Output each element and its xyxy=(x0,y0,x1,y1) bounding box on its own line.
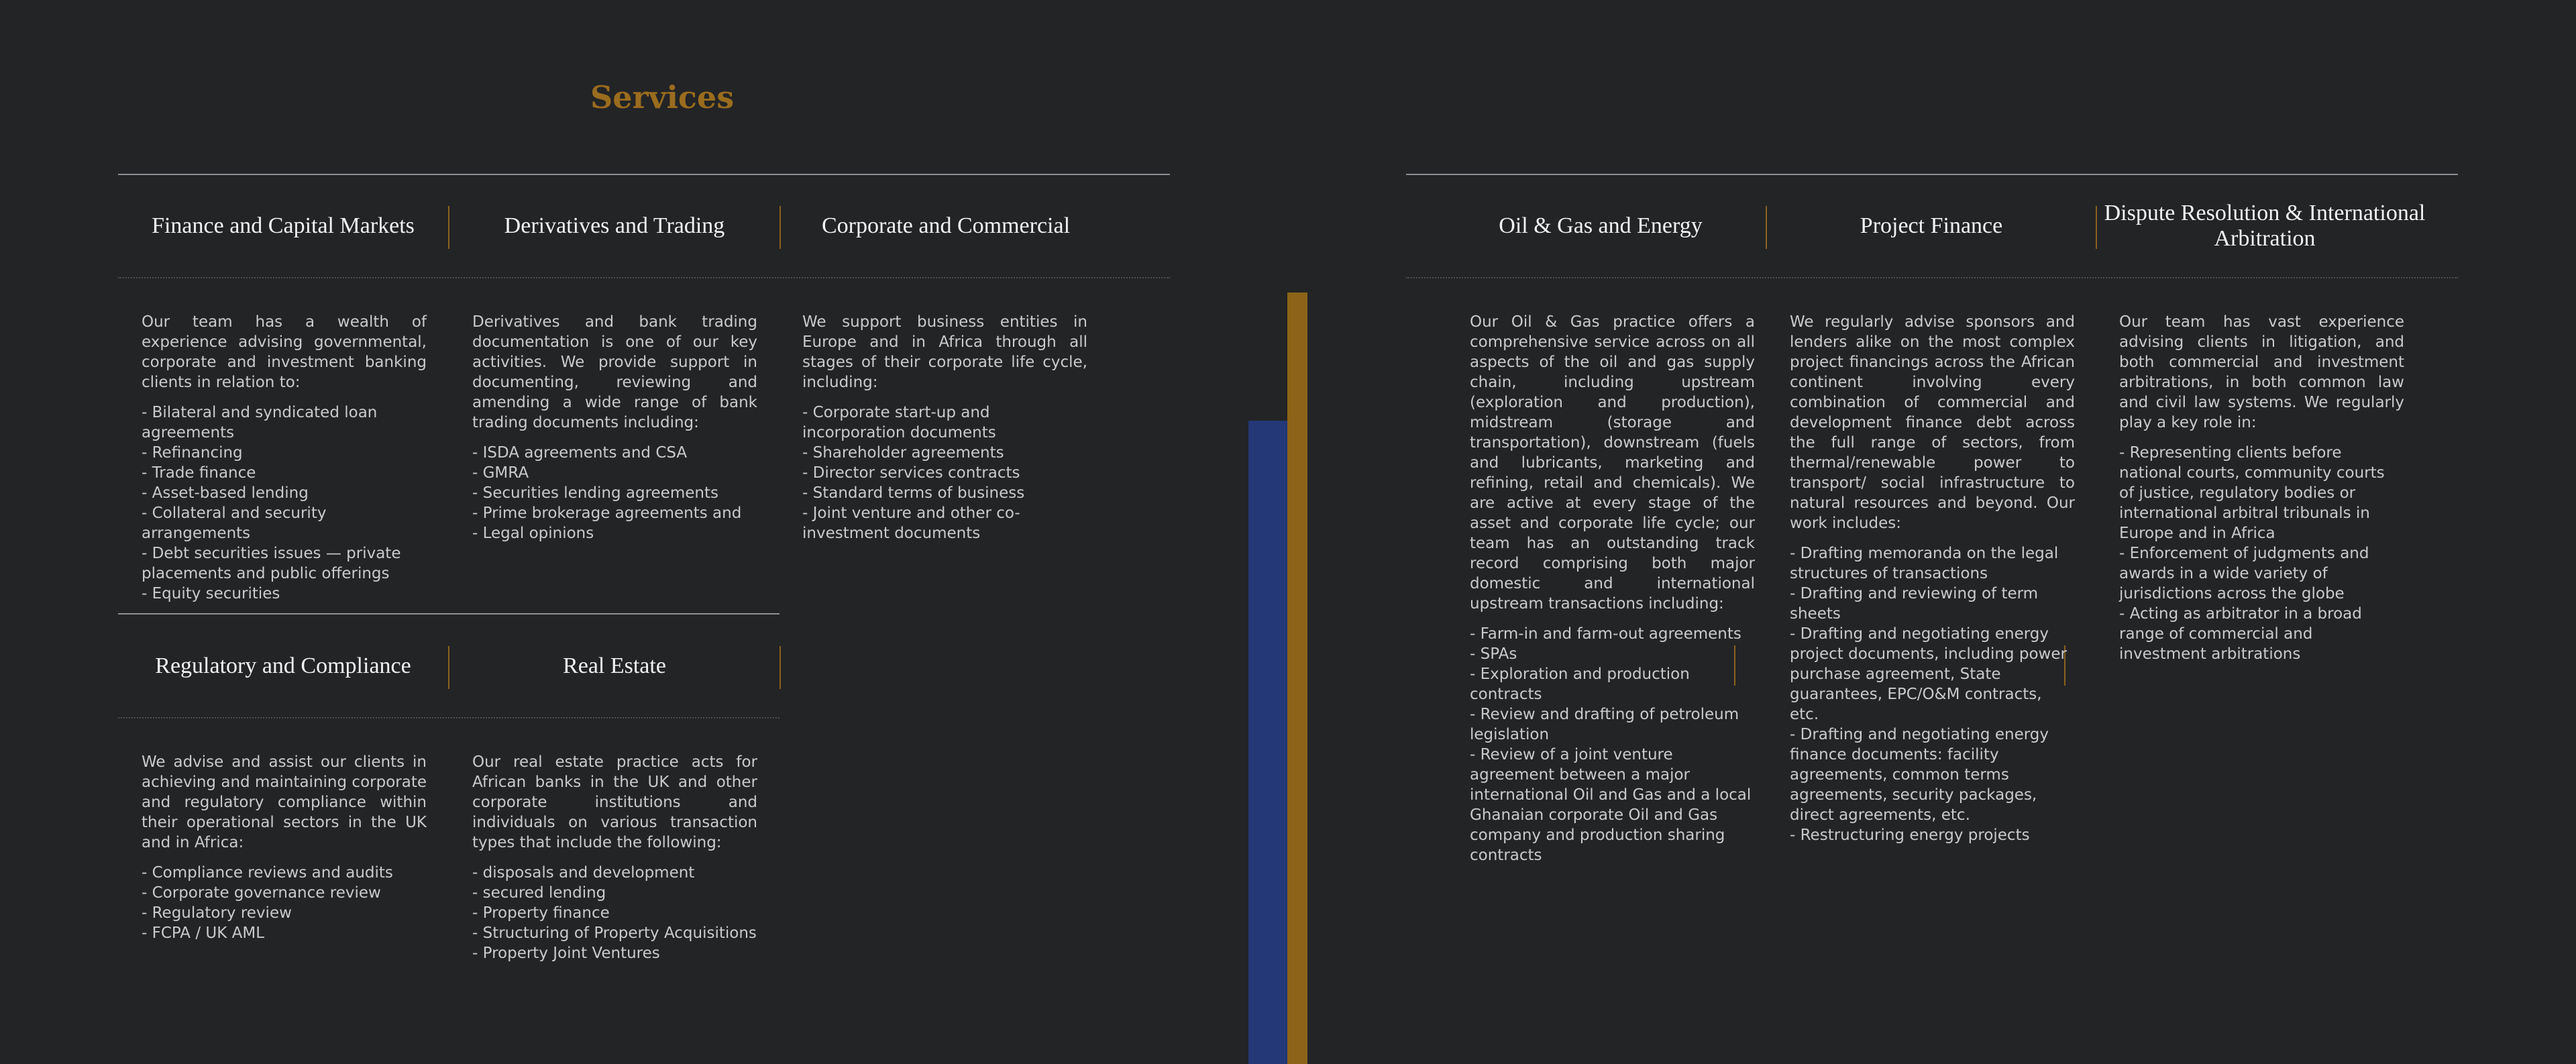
dotted-rule-left-lower xyxy=(118,717,780,719)
list-item: - Legal opinions xyxy=(472,525,594,542)
list-item: - Refinancing xyxy=(142,444,243,462)
heading-derivatives-trading: Derivatives and Trading xyxy=(504,213,725,238)
top-rule-right xyxy=(1406,174,2458,175)
service-list xyxy=(1790,543,2075,845)
section-intro: Our Oil & Gas practice offers a comprehensive service across on all aspects of the oil and gas supply chain, including upstream (exploration and production), midstream (storage and transportation), downstream (fuels and lubricants, marketing and refining, retail and chemicals). We are active at every stage of the asset and corporate life cycle; our team has an outstanding track record comprising both major domestic and international upstream transactions including: xyxy=(1470,313,1755,613)
middle-rule-left xyxy=(118,613,780,615)
section-oil-gas-energy xyxy=(1470,312,1755,865)
list-item: - Debt securities issues — private placements and public offerings xyxy=(142,545,401,582)
list-item: - Bilateral and syndicated loan agreements xyxy=(142,404,378,441)
top-rule-left xyxy=(118,174,1170,175)
decorative-blue-bar xyxy=(1248,421,1287,1064)
heading-finance-capital-markets: Finance and Capital Markets xyxy=(152,213,415,238)
list-item: - Corporate start-up and incorporation documents xyxy=(802,404,996,441)
section-intro: Derivatives and bank trading documentation is one of our key activities. We provide support in documenting, reviewing and amending a wide range of bank trading documents including: xyxy=(472,313,757,431)
section-intro: We regularly advise sponsors and lenders alike on the most complex project financings across the African continent involving every combination of commercial and development finance debt across the full range of sectors, from thermal/renewable power to transport/ social infrastructure to natural resources and beyond. Our work includes: xyxy=(1790,313,2075,532)
list-item: - Asset-based lending xyxy=(142,484,309,502)
service-list xyxy=(802,403,1087,543)
section-dispute-resolution xyxy=(2119,312,2404,664)
list-item: - Farm-in and farm-out agreements xyxy=(1470,625,1741,643)
list-item: - Collateral and security arrangements xyxy=(142,504,327,542)
heading-real-estate: Real Estate xyxy=(563,653,666,678)
service-list xyxy=(472,863,757,963)
section-intro: We advise and assist our clients in achieving and maintaining corporate and regulatory compliance within their operational sectors in the UK and in Africa: xyxy=(142,753,427,851)
list-item: - Exploration and production contracts xyxy=(1470,666,1690,703)
list-item: - Prime brokerage agreements and xyxy=(472,504,742,522)
service-list xyxy=(1470,624,1755,865)
list-item: - Structuring of Property Acquisitions xyxy=(472,924,757,942)
list-item: - Representing clients before national courts, community courts of justice, regulatory bodies or international arbitral tribunals in Europe and in Africa xyxy=(2119,444,2385,542)
heading-dispute-resolution: Dispute Resolution & International Arbitration xyxy=(2104,201,2426,251)
column-separator xyxy=(780,646,781,689)
heading-regulatory-compliance: Regulatory and Compliance xyxy=(155,653,411,678)
list-item: - Drafting and negotiating energy finance documents: facility agreements, common terms agreements, security packages, direct agreements, etc. xyxy=(1790,726,2049,824)
section-intro: Our team has a wealth of experience advising governmental, corporate and investment banking clients in relation to: xyxy=(142,313,427,391)
list-item: - Shareholder agreements xyxy=(802,444,1004,462)
list-item: - secured lending xyxy=(472,884,606,902)
heading-project-finance: Project Finance xyxy=(1860,213,2003,238)
section-finance-capital-markets xyxy=(142,312,427,604)
list-item: - Property Joint Ventures xyxy=(472,945,660,962)
list-item: - SPAs xyxy=(1470,645,1517,663)
section-intro: We support business entities in Europe and in Africa through all stages of their corporate life cycle, including: xyxy=(802,313,1087,391)
heading-corporate-commercial: Corporate and Commercial xyxy=(821,213,1071,238)
list-item: - disposals and development xyxy=(472,864,695,882)
list-item: - Securities lending agreements xyxy=(472,484,718,502)
section-regulatory-compliance xyxy=(142,752,427,943)
list-item: - Joint venture and other co-investment documents xyxy=(802,504,1020,542)
list-item: - Restructuring energy projects xyxy=(1790,827,2030,844)
list-item: - Equity securities xyxy=(142,585,280,602)
service-list xyxy=(142,403,427,604)
section-project-finance xyxy=(1790,312,2075,845)
list-item: - Review and drafting of petroleum legislation xyxy=(1470,706,1739,743)
service-list xyxy=(472,443,757,543)
decorative-gold-bar xyxy=(1287,292,1307,1064)
section-corporate-commercial xyxy=(802,312,1087,543)
list-item: - FCPA / UK AML xyxy=(142,924,265,942)
section-intro: Our team has vast experience advising clients in litigation, and both commercial and investment arbitrations, in both common law and civil law systems. We regularly play a key role in: xyxy=(2119,313,2404,431)
service-list xyxy=(142,863,427,943)
page-title: Services xyxy=(590,79,735,115)
list-item: - ISDA agreements and CSA xyxy=(472,444,688,462)
list-item: - Drafting and reviewing of term sheets xyxy=(1790,585,2039,623)
list-item: - Drafting and negotiating energy project documents, including power purchase agreement, State guarantees, EPC/O&M contracts, etc. xyxy=(1790,625,2067,723)
section-derivatives-trading xyxy=(472,312,757,543)
list-item: - Compliance reviews and audits xyxy=(142,864,393,882)
list-item: - GMRA xyxy=(472,464,529,482)
dotted-rule-left xyxy=(118,277,1170,278)
list-item: - Enforcement of judgments and awards in a wide variety of jurisdictions across the globe xyxy=(2119,545,2369,602)
list-item: - Trade finance xyxy=(142,464,256,482)
list-item: - Review of a joint venture agreement between a major international Oil and Gas and a local Ghanaian corporate Oil and Gas company and production sharing contracts xyxy=(1470,746,1752,864)
list-item: - Corporate governance review xyxy=(142,884,381,902)
list-item: - Property finance xyxy=(472,904,610,922)
list-item: - Acting as arbitrator in a broad range of commercial and investment arbitrations xyxy=(2119,605,2362,663)
list-item: - Director services contracts xyxy=(802,464,1020,482)
service-list xyxy=(2119,443,2404,664)
list-item: - Standard terms of business xyxy=(802,484,1025,502)
section-real-estate xyxy=(472,752,757,963)
section-intro: Our real estate practice acts for African banks in the UK and other corporate institutions and individuals on various transaction types that include the following: xyxy=(472,753,757,851)
dotted-rule-right xyxy=(1406,277,2458,278)
list-item: - Drafting memoranda on the legal structures of transactions xyxy=(1790,545,2059,582)
heading-oil-gas-energy: Oil & Gas and Energy xyxy=(1499,213,1703,238)
list-item: - Regulatory review xyxy=(142,904,292,922)
